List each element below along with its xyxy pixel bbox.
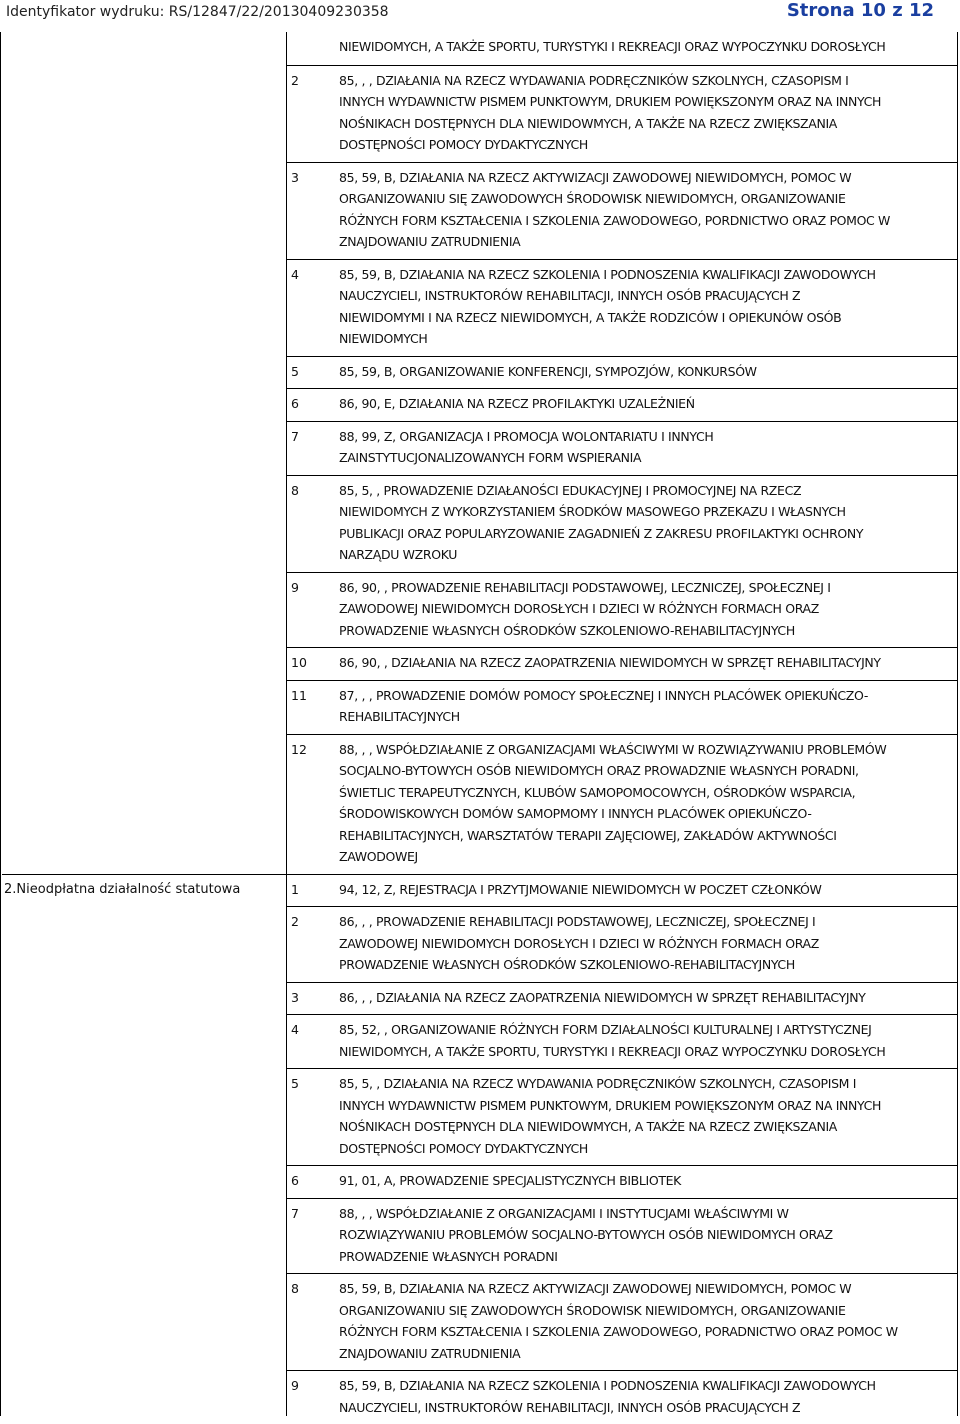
row-description	[339, 426, 954, 469]
description-line: 86, 90, E, DZIAŁANIA NA RZECZ PROFILAKTYKI UZALEŻNIEŃ	[339, 396, 695, 411]
description-line: ZNAJDOWANIU ZATRUDNIENIA	[339, 1345, 521, 1361]
description-line: 86, 90, , PROWADZENIE REHABILITACJI PODSTAWOWEJ, LECZNICZEJ, SPOŁECZNEJ I	[339, 579, 831, 595]
description-line: ŚRODOWISKOWYCH DOMÓW SAMOPMOMY I INNYCH PLACÓWEK OPIEKUŃCZO-	[339, 806, 812, 821]
row-number: 3	[291, 989, 299, 1005]
row-description	[339, 879, 954, 901]
activities-table	[0, 32, 958, 1416]
row-number: 2	[291, 914, 299, 929]
description-line: RÓŻNYCH FORM KSZTAŁCENIA I SZKOLENIA ZAWODOWEGO, PORADNICTWO ORAZ POMOC W	[339, 1324, 898, 1339]
row-number: 9	[291, 579, 299, 595]
description-line: 86, , , DZIAŁANIA NA RZECZ ZAOPATRZENIA NIEWIDOMYCH W SPRZĘT REHABILITACYJNY	[339, 989, 866, 1005]
description-line: ZAWODOWEJ	[339, 849, 418, 864]
row-description	[339, 911, 954, 976]
description-line: 86, , , PROWADZENIE REHABILITACJI PODSTAWOWEJ, LECZNICZEJ, SPOŁECZNEJ I	[339, 914, 816, 929]
row-description	[339, 361, 954, 383]
description-line: ROZWIĄZYWANIU PROBLEMÓW SOCJALNO-BYTOWYCH OSÓB NIEWIDOMYCH ORAZ	[339, 1227, 833, 1242]
table-row	[286, 32, 957, 65]
description-line: 85, , , DZIAŁANIA NA RZECZ WYDAWANIA PODRĘCZNIKÓW SZKOLNYCH, CZASOPISM I	[339, 72, 849, 88]
description-line: 88, , , WSPÓŁDZIAŁANIE Z ORGANIZACJAMI WŁAŚCIWYMI W ROZWIĄZYWANIU PROBLEMÓW	[339, 741, 887, 757]
row-number: 3	[291, 169, 299, 185]
description-line: DOSTĘPNOŚCI POMOCY DYDAKTYCZNYCH	[339, 137, 588, 152]
row-number: 11	[291, 687, 307, 703]
row-number: 4	[291, 1022, 299, 1037]
table-row	[286, 421, 957, 475]
description-line: NOŚNIKACH DOSTĘPNYCH DLA NIEWIDOWMYCH, A TAKŻE NA RZECZ ZWIĘKSZANIA	[339, 115, 838, 131]
row-number: 6	[291, 1173, 299, 1188]
table-row	[286, 982, 957, 1015]
table-row	[286, 647, 957, 680]
description-line: 85, 52, , ORGANIZOWANIE RÓŻNYCH FORM DZIAŁALNOŚCI KULTURALNEJ I ARTYSTYCZNEJ	[339, 1022, 872, 1037]
table-row	[286, 874, 957, 907]
description-line: ŚWIETLIC TERAPEUTYCZNYCH, KLUBÓW SAMOPOMOCOWYCH, OŚRODKÓW WSPARCIA,	[339, 784, 856, 800]
row-number: 7	[291, 1205, 299, 1221]
description-line: ORGANIZOWANIU SIĘ ZAWODOWYCH ŚRODOWISK NIEWIDOMYCH, ORGANIZOWANIE	[339, 191, 846, 206]
table-row	[286, 572, 957, 648]
description-line: NIEWIDOMYCH	[339, 331, 428, 346]
description-line: NIEWIDOMYMI I NA RZECZ NIEWIDOMYCH, A TAKŻE RODZICÓW I OPIEKUNÓW OSÓB	[339, 309, 842, 325]
description-line: NIEWIDOMYCH, A TAKŻE SPORTU, TURYSTYKI I REKREACJI ORAZ WYPOCZYNKU DOROSŁYCH	[339, 1043, 886, 1059]
row-description	[339, 577, 954, 642]
row-description	[339, 1019, 954, 1062]
description-line: DOSTĘPNOŚCI POMOCY DYDAKTYCZNYCH	[339, 1140, 588, 1156]
row-number: 10	[291, 655, 307, 670]
description-line: 85, 59, B, ORGANIZOWANIE KONFERENCJI, SYMPOZJÓW, KONKURSÓW	[339, 363, 757, 379]
row-number: 8	[291, 1281, 299, 1296]
table-row	[286, 475, 957, 572]
table-row	[286, 734, 957, 874]
description-line: NOŚNIKACH DOSTĘPNYCH DLA NIEWIDOWMYCH, A TAKŻE NA RZECZ ZWIĘKSZANIA	[339, 1119, 838, 1134]
description-line: INNYCH WYDAWNICTW PISMEM PUNKTOWYM, DRUKIEM POWIĘKSZONYM ORAZ NA INNYCH	[339, 1097, 882, 1113]
description-line: ZNAJDOWANIU ZATRUDNIENIA	[339, 234, 521, 249]
row-number: 5	[291, 1076, 299, 1091]
row-description	[339, 1278, 954, 1364]
description-line: PROWADZENIE WŁASNYCH OŚRODKÓW SZKOLENIOWO-REHABILITACYJNYCH	[339, 622, 795, 638]
description-line: 85, 59, B, DZIAŁANIA NA RZECZ AKTYWIZACJI ZAWODOWEJ NIEWIDOMYCH, POMOC W	[339, 169, 852, 185]
table-row	[286, 680, 957, 734]
description-line: NIEWIDOMYCH Z WYKORZYSTANIEM ŚRODKÓW MASOWEGO PRZEKAZU I WŁASNYCH	[339, 504, 846, 519]
table-row	[286, 65, 957, 162]
print-header	[0, 0, 960, 26]
table-row	[286, 356, 957, 389]
table-row	[286, 1165, 957, 1198]
description-line: REHABILITACYJNYCH, WARSZTATÓW TERAPII ZAJĘCIOWEJ, ZAKŁADÓW AKTYWNOŚCI	[339, 827, 837, 843]
description-line: 88, , , WSPÓŁDZIAŁANIE Z ORGANIZACJAMI I INSTYTUCJAMI WŁAŚCIWYMI W	[339, 1205, 789, 1221]
row-description	[339, 264, 954, 350]
row-number: 4	[291, 266, 299, 282]
row-description	[339, 70, 954, 156]
row-description	[339, 1203, 954, 1268]
page-number: Strona 10 z 12	[786, 0, 934, 21]
description-line: ZAINSTYTUCJONALIZOWANYCH FORM WSPIERANIA	[339, 450, 642, 465]
row-number: 5	[291, 363, 299, 379]
table-row	[286, 1273, 957, 1370]
row-description	[339, 987, 954, 1009]
table-row	[286, 1198, 957, 1274]
table-left-border	[0, 32, 1, 1416]
description-line: PROWADZENIE WŁASNYCH PORADNI	[339, 1248, 558, 1264]
row-description	[339, 685, 954, 728]
row-description	[339, 36, 954, 58]
description-line: ORGANIZOWANIU SIĘ ZAWODOWYCH ŚRODOWISK NIEWIDOMYCH, ORGANIZOWANIE	[339, 1302, 846, 1318]
row-number: 1	[291, 881, 299, 897]
description-line: NAUCZYCIELI, INSTRUKTORÓW REHABILITACJI, INNYCH OSÓB PRACUJĄCYCH Z	[339, 288, 801, 303]
description-line: NAUCZYCIELI, INSTRUKTORÓW REHABILITACJI, INNYCH OSÓB PRACUJĄCYCH Z	[339, 1399, 801, 1415]
description-line: PROWADZENIE WŁASNYCH OŚRODKÓW SZKOLENIOWO-REHABILITACYJNYCH	[339, 957, 795, 972]
description-line: NIEWIDOMYCH, A TAKŻE SPORTU, TURYSTYKI I REKREACJI ORAZ WYPOCZYNKU DOROSŁYCH	[339, 39, 886, 54]
row-number: 8	[291, 482, 299, 498]
table-row	[286, 906, 957, 982]
description-line: SOCJALNO-BYTOWYCH OSÓB NIEWIDOMYCH ORAZ PROWADZNIE WŁASNYCH PORADNI,	[339, 763, 859, 778]
description-line: 87, , , PROWADZENIE DOMÓW POMOCY SPOŁECZNEJ I INNYCH PLACÓWEK OPIEKUŃCZO-	[339, 687, 868, 703]
row-description	[339, 393, 954, 415]
section-label: 2.Nieodpłatna działalność statutowa	[2, 874, 286, 901]
description-line: INNYCH WYDAWNICTW PISMEM PUNKTOWYM, DRUKIEM POWIĘKSZONYM ORAZ NA INNYCH	[339, 94, 882, 109]
description-line: 85, 59, B, DZIAŁANIA NA RZECZ AKTYWIZACJI ZAWODOWEJ NIEWIDOMYCH, POMOC W	[339, 1281, 852, 1296]
table-row	[286, 1014, 957, 1068]
description-line: ZAWODOWEJ NIEWIDOMYCH DOROSŁYCH I DZIECI W RÓŻNYCH FORMACH ORAZ	[339, 601, 819, 616]
column-divider	[286, 32, 287, 1416]
description-line: PUBLIKACJI ORAZ POPULARYZOWANIE ZAGADNIEŃ Z ZAKRESU PROFILAKTYKI OCHRONY	[339, 525, 864, 541]
table-row	[286, 388, 957, 421]
description-line: 85, 59, B, DZIAŁANIA NA RZECZ SZKOLENIA I PODNOSZENIA KWALIFIKACJI ZAWODOWYCH	[339, 266, 876, 282]
row-description	[339, 1170, 954, 1192]
row-number: 9	[291, 1378, 299, 1393]
row-description	[339, 480, 954, 566]
row-number: 7	[291, 428, 299, 444]
description-line: NARZĄDU WZROKU	[339, 547, 458, 562]
row-description	[339, 1073, 954, 1159]
description-line: 85, 59, B, DZIAŁANIA NA RZECZ SZKOLENIA I PODNOSZENIA KWALIFIKACJI ZAWODOWYCH	[339, 1378, 876, 1393]
table-row	[286, 162, 957, 259]
description-line: 91, 01, A, PROWADZENIE SPECJALISTYCZNYCH BIBLIOTEK	[339, 1173, 682, 1188]
description-line: REHABILITACYJNYCH	[339, 709, 460, 724]
row-number: 2	[291, 72, 299, 88]
row-number: 12	[291, 741, 307, 757]
table-row	[286, 259, 957, 356]
row-description	[339, 167, 954, 253]
description-line: RÓŻNYCH FORM KSZTAŁCENIA I SZKOLENIA ZAWODOWEGO, PORDNICTWO ORAZ POMOC W	[339, 212, 891, 228]
table-row	[286, 1068, 957, 1165]
description-line: 88, 99, Z, ORGANIZACJA I PROMOCJA WOLONTARIATU I INNYCH	[339, 428, 714, 444]
description-line: 85, 5, , PROWADZENIE DZIAŁANOŚCI EDUKACYJNEJ I PROMOCYJNEJ NA RZECZ	[339, 482, 802, 498]
row-description	[339, 739, 954, 868]
print-identifier: Identyfikator wydruku: RS/12847/22/20130409230358	[6, 4, 389, 20]
row-description	[339, 652, 954, 674]
description-line: 94, 12, Z, REJESTRACJA I PRZYTJMOWANIE NIEWIDOMYCH W POCZET CZŁONKÓW	[339, 881, 822, 897]
description-line: 85, 5, , DZIAŁANIA NA RZECZ WYDAWANIA PODRĘCZNIKÓW SZKOLNYCH, CZASOPISM I	[339, 1076, 857, 1091]
description-line: ZAWODOWEJ NIEWIDOMYCH DOROSŁYCH I DZIECI W RÓŻNYCH FORMACH ORAZ	[339, 935, 819, 951]
description-line: 86, 90, , DZIAŁANIA NA RZECZ ZAOPATRZENIA NIEWIDOMYCH W SPRZĘT REHABILITACYJNY	[339, 655, 881, 670]
row-description	[339, 1375, 954, 1418]
row-number: 6	[291, 396, 299, 411]
